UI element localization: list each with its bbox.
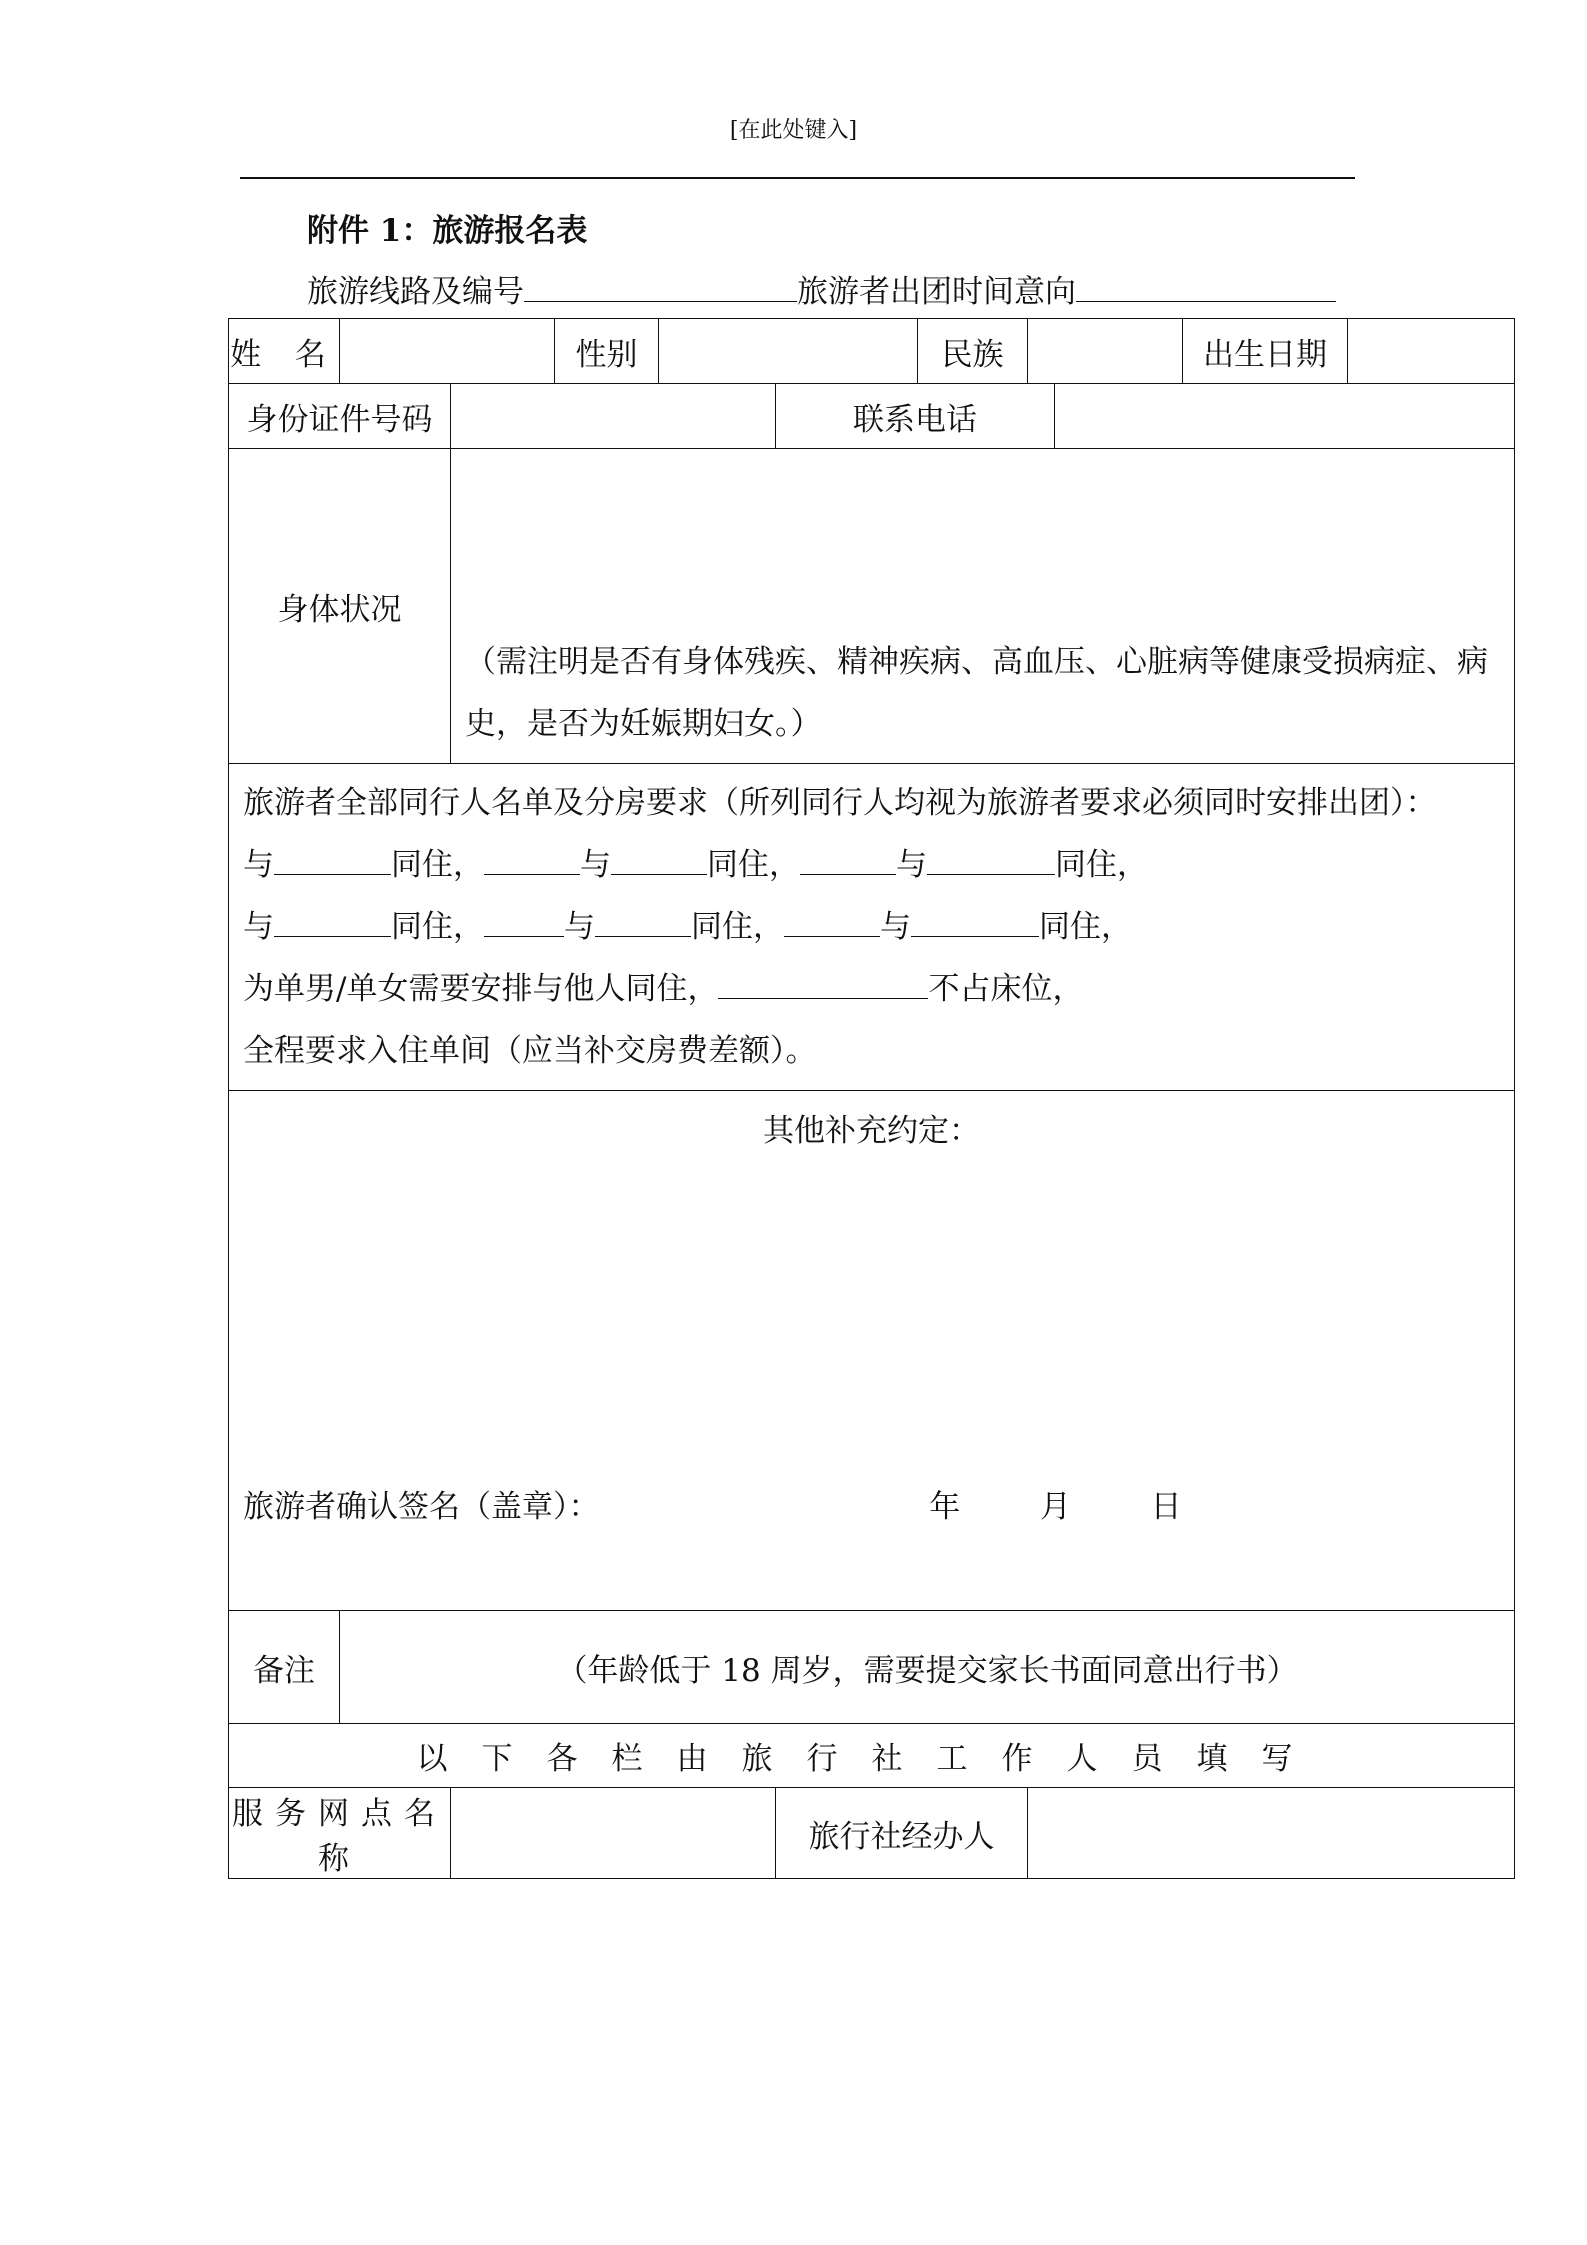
gender-field[interactable] — [659, 319, 918, 384]
ethnicity-label: 民族 — [918, 319, 1028, 384]
with-text: 与 — [880, 909, 911, 945]
with-text: 与 — [580, 847, 611, 883]
companions-line-1 — [243, 834, 1500, 896]
staff-banner-row — [229, 1724, 1515, 1788]
companions-intro: 旅游者全部同行人名单及分房要求（所列同行人均视为旅游者要求必须同时安排出团）： — [243, 785, 1437, 821]
companion-field[interactable] — [611, 840, 707, 875]
phone-label: 联系电话 — [776, 384, 1055, 449]
header-placeholder[interactable]: [在此处键入] — [729, 118, 858, 143]
registration-table — [228, 318, 1515, 1879]
route-line — [307, 266, 1336, 311]
departure-time-label: 旅游者出团时间意向 — [797, 274, 1076, 310]
id-phone-row — [229, 384, 1515, 449]
companions-line-2 — [243, 896, 1500, 958]
companion-field[interactable] — [484, 902, 564, 937]
health-field[interactable] — [451, 449, 1515, 764]
signature-row — [243, 1481, 1182, 1526]
companion-field[interactable] — [784, 902, 880, 937]
birth-date-label: 出生日期 — [1183, 319, 1348, 384]
staff-banner-cell — [229, 1724, 1515, 1788]
form-title: 附件 1：旅游报名表 — [307, 213, 588, 249]
departure-time-field[interactable] — [1076, 267, 1336, 302]
supplement-cell[interactable] — [229, 1091, 1515, 1611]
health-label: 身体状况 — [229, 449, 451, 764]
gender-label: 性别 — [555, 319, 659, 384]
single-room-text: 全程要求入住单间（应当补交房费差额）。 — [243, 1033, 817, 1069]
id-number-field[interactable] — [451, 384, 776, 449]
health-row — [229, 449, 1515, 764]
route-number-field[interactable] — [524, 267, 797, 302]
companion-field[interactable] — [800, 840, 896, 875]
outlet-label: 服务网点名称 — [232, 1796, 447, 1877]
remarks-text: （年龄低于 18 周岁，需要提交家长书面同意出行书） — [340, 1611, 1515, 1724]
companion-field[interactable] — [927, 840, 1055, 875]
outlet-label-cell — [229, 1788, 451, 1879]
phone-field[interactable] — [1055, 384, 1515, 449]
signature-label: 旅游者确认签名（盖章）： — [243, 1489, 600, 1525]
name-label: 姓 名 — [230, 336, 338, 373]
name-label-cell — [229, 319, 340, 384]
health-note: （需注明是否有身体残疾、精神疾病、高血压、心脏病等健康受损病症、病史，是否为妊娠期妇女。） — [465, 644, 1488, 742]
day-label: 日 — [1150, 1489, 1182, 1525]
live-together-text: 同住， — [707, 847, 800, 883]
year-label: 年 — [929, 1489, 961, 1525]
supplement-title: 其他补充约定： — [763, 1113, 981, 1149]
header-divider — [240, 177, 1355, 179]
ethnicity-field[interactable] — [1028, 319, 1183, 384]
live-together-text: 同住， — [391, 847, 484, 883]
companion-field[interactable] — [911, 902, 1039, 937]
staff-row — [229, 1788, 1515, 1879]
live-together-text: 同住， — [1039, 909, 1132, 945]
live-together-text: 同住， — [691, 909, 784, 945]
with-text: 与 — [896, 847, 927, 883]
companions-cell — [229, 764, 1515, 1091]
remarks-row — [229, 1611, 1515, 1724]
route-label: 旅游线路及编号 — [307, 274, 524, 310]
no-bed-field[interactable] — [718, 964, 928, 999]
agent-field[interactable] — [1028, 1788, 1515, 1879]
outlet-field[interactable] — [451, 1788, 776, 1879]
live-together-text: 同住， — [391, 909, 484, 945]
live-together-text: 同住， — [1055, 847, 1148, 883]
with-text: 与 — [564, 909, 595, 945]
remarks-label: 备注 — [229, 1611, 340, 1724]
companion-field[interactable] — [595, 902, 691, 937]
companions-row — [229, 764, 1515, 1091]
with-text: 与 — [243, 847, 274, 883]
agent-label: 旅行社经办人 — [776, 1788, 1028, 1879]
basic-info-row — [229, 319, 1515, 384]
supplement-row — [229, 1091, 1515, 1611]
companion-field[interactable] — [274, 902, 391, 937]
with-text: 与 — [243, 909, 274, 945]
birth-date-field[interactable] — [1348, 319, 1515, 384]
staff-banner: 以下各栏由旅行社工作人员填写 — [416, 1741, 1327, 1777]
companion-field[interactable] — [484, 840, 580, 875]
companions-line-3 — [243, 958, 1500, 1020]
single-share-text: 为单男/单女需要安排与他人同住， — [243, 971, 719, 1007]
no-bed-text: 不占床位， — [928, 971, 1084, 1007]
companion-field[interactable] — [274, 840, 391, 875]
name-field[interactable] — [340, 319, 555, 384]
month-label: 月 — [1039, 1489, 1071, 1525]
id-number-label: 身份证件号码 — [229, 384, 451, 449]
